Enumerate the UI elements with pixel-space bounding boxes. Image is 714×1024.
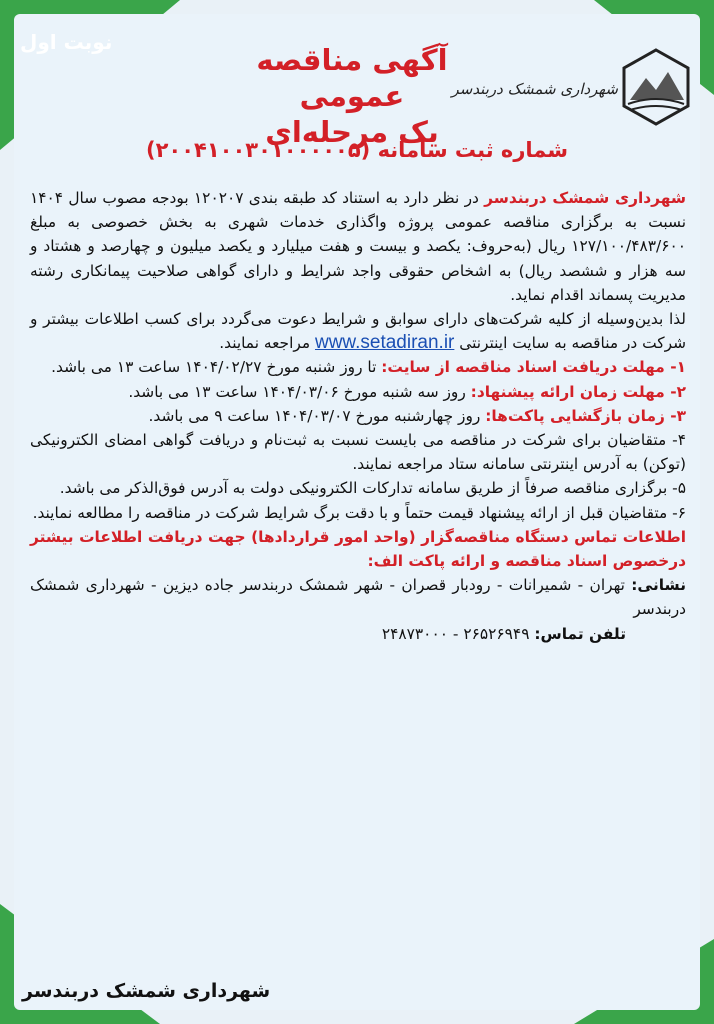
website-link[interactable]: www.setadiran.ir <box>314 332 455 354</box>
list-item <box>30 476 686 500</box>
list-item <box>30 380 686 404</box>
invite-paragraph <box>30 307 686 355</box>
item-text: روز چهارشنبه مورخ ۱۴۰۴/۰۳/۰۷ ساعت ۹ می باشد. <box>148 406 486 425</box>
phone-label: تلفن تماس: <box>534 624 626 643</box>
list-item <box>30 404 686 428</box>
list-item <box>30 355 686 379</box>
round-label: نوبت اول <box>20 30 113 54</box>
item-label: ۲- مهلت زمان ارائه پیشنهاد: <box>470 382 686 401</box>
item-text: تا روز شنبه مورخ ۱۴۰۴/۰۲/۲۷ ساعت ۱۳ می باشد. <box>51 358 382 377</box>
contact-heading: اطلاعات تماس دستگاه مناقصه‌گزار (واحد امور قراردادها) جهت دریافت اطلاعات بیشتر درخصوص اسناد مناقصه و ارائه پاکت الف: <box>30 527 686 571</box>
phone-line <box>30 622 686 646</box>
list-item <box>30 428 686 476</box>
title-line-1: آگهی مناقصه عمومی <box>256 43 448 113</box>
item-text: ۴- متقاضیان برای شرکت در مناقصه می بایست نسبت به ثبت‌نام و دریافت گواهی امضای الکترونیکی (توکن) به آدرس اینترنتی سامانه ستاد مراجعه نمایند. <box>30 431 686 474</box>
item-text: روز سه شنبه مورخ ۱۴۰۴/۰۳/۰۶ ساعت ۱۳ می باشد. <box>128 382 471 401</box>
address-line <box>30 573 686 621</box>
registration-number: شماره ثبت سامانه (۲۰۰۴۱۰۰۳۰۱۰۰۰۰۰۵) <box>145 138 569 162</box>
item-text: ۵- برگزاری مناقصه صرفاً از طریق سامانه تدارکات الکترونیکی دولت به آدرس فوق‌الذکر می باشد. <box>59 479 686 498</box>
notice-body <box>30 186 686 646</box>
phone-numbers: ۲۶۵۲۶۹۴۹ - ۲۴۸۷۳۰۰۰ <box>381 624 535 643</box>
item-text: ۶- متقاضیان قبل از ارائه پیشنهاد قیمت حتماً و با دقت برگ شرایط شرکت در مناقصه را مطالعه نمایند. <box>32 503 686 522</box>
item-label: ۱- مهلت دریافت اسناد مناقصه از سایت: <box>381 358 686 377</box>
list-item <box>30 501 686 525</box>
notice-title <box>200 42 504 150</box>
invite-end: مراجعه نمایند. <box>219 334 315 353</box>
footer-signature: شهرداری شمشک دربندسر <box>22 980 271 1002</box>
municipality-logo <box>451 42 696 132</box>
municipality-name: شهرداری شمشک دربندسر <box>484 189 686 207</box>
intro-text: در نظر دارد به استناد کد طبقه بندی ۱۲۰۲۰۷ بودجه مصوب سال ۱۴۰۴ نسبت به برگزاری مناقصه عمومی پروژه واگذاری خدمات شهری به بخش خصوصی به مبلغ ۱۲۷/۱۰۰/۴۸۳/۶۰۰ ریال (به‌حروف: یکصد و بیست و هفت میلیارد و یکصد میلیون و چهارصد و هشتاد و سه هزار و ششصد ریال) به اشخاص حقوقی واجد شرایط و دارای گواهی صلاحیت پیمانکاری رشته مدیریت پسماند اقدام نماید. <box>30 189 686 304</box>
item-label: ۳- زمان بازگشایی پاکت‌ها: <box>485 406 686 425</box>
intro-paragraph <box>30 186 686 307</box>
invite-text: لذا بدین‌وسیله از کلیه شرکت‌های دارای سوابق و شرایط دعوت می‌گردد برای کسب اطلاعات بیشتر و شرکت در مناقصه به سایت اینترنتی <box>30 310 686 353</box>
address-label: نشانی: <box>631 576 686 595</box>
address-text: تهران - شمیرانات - رودبار قصران - شهر شمشک دربندسر جاده دیزین - شهرداری شمشک دربندسر <box>30 576 686 619</box>
logo-text: شهرداری شمشک دربندسر <box>451 80 618 98</box>
title-line-2: یک مرحله‌ای <box>265 115 439 149</box>
